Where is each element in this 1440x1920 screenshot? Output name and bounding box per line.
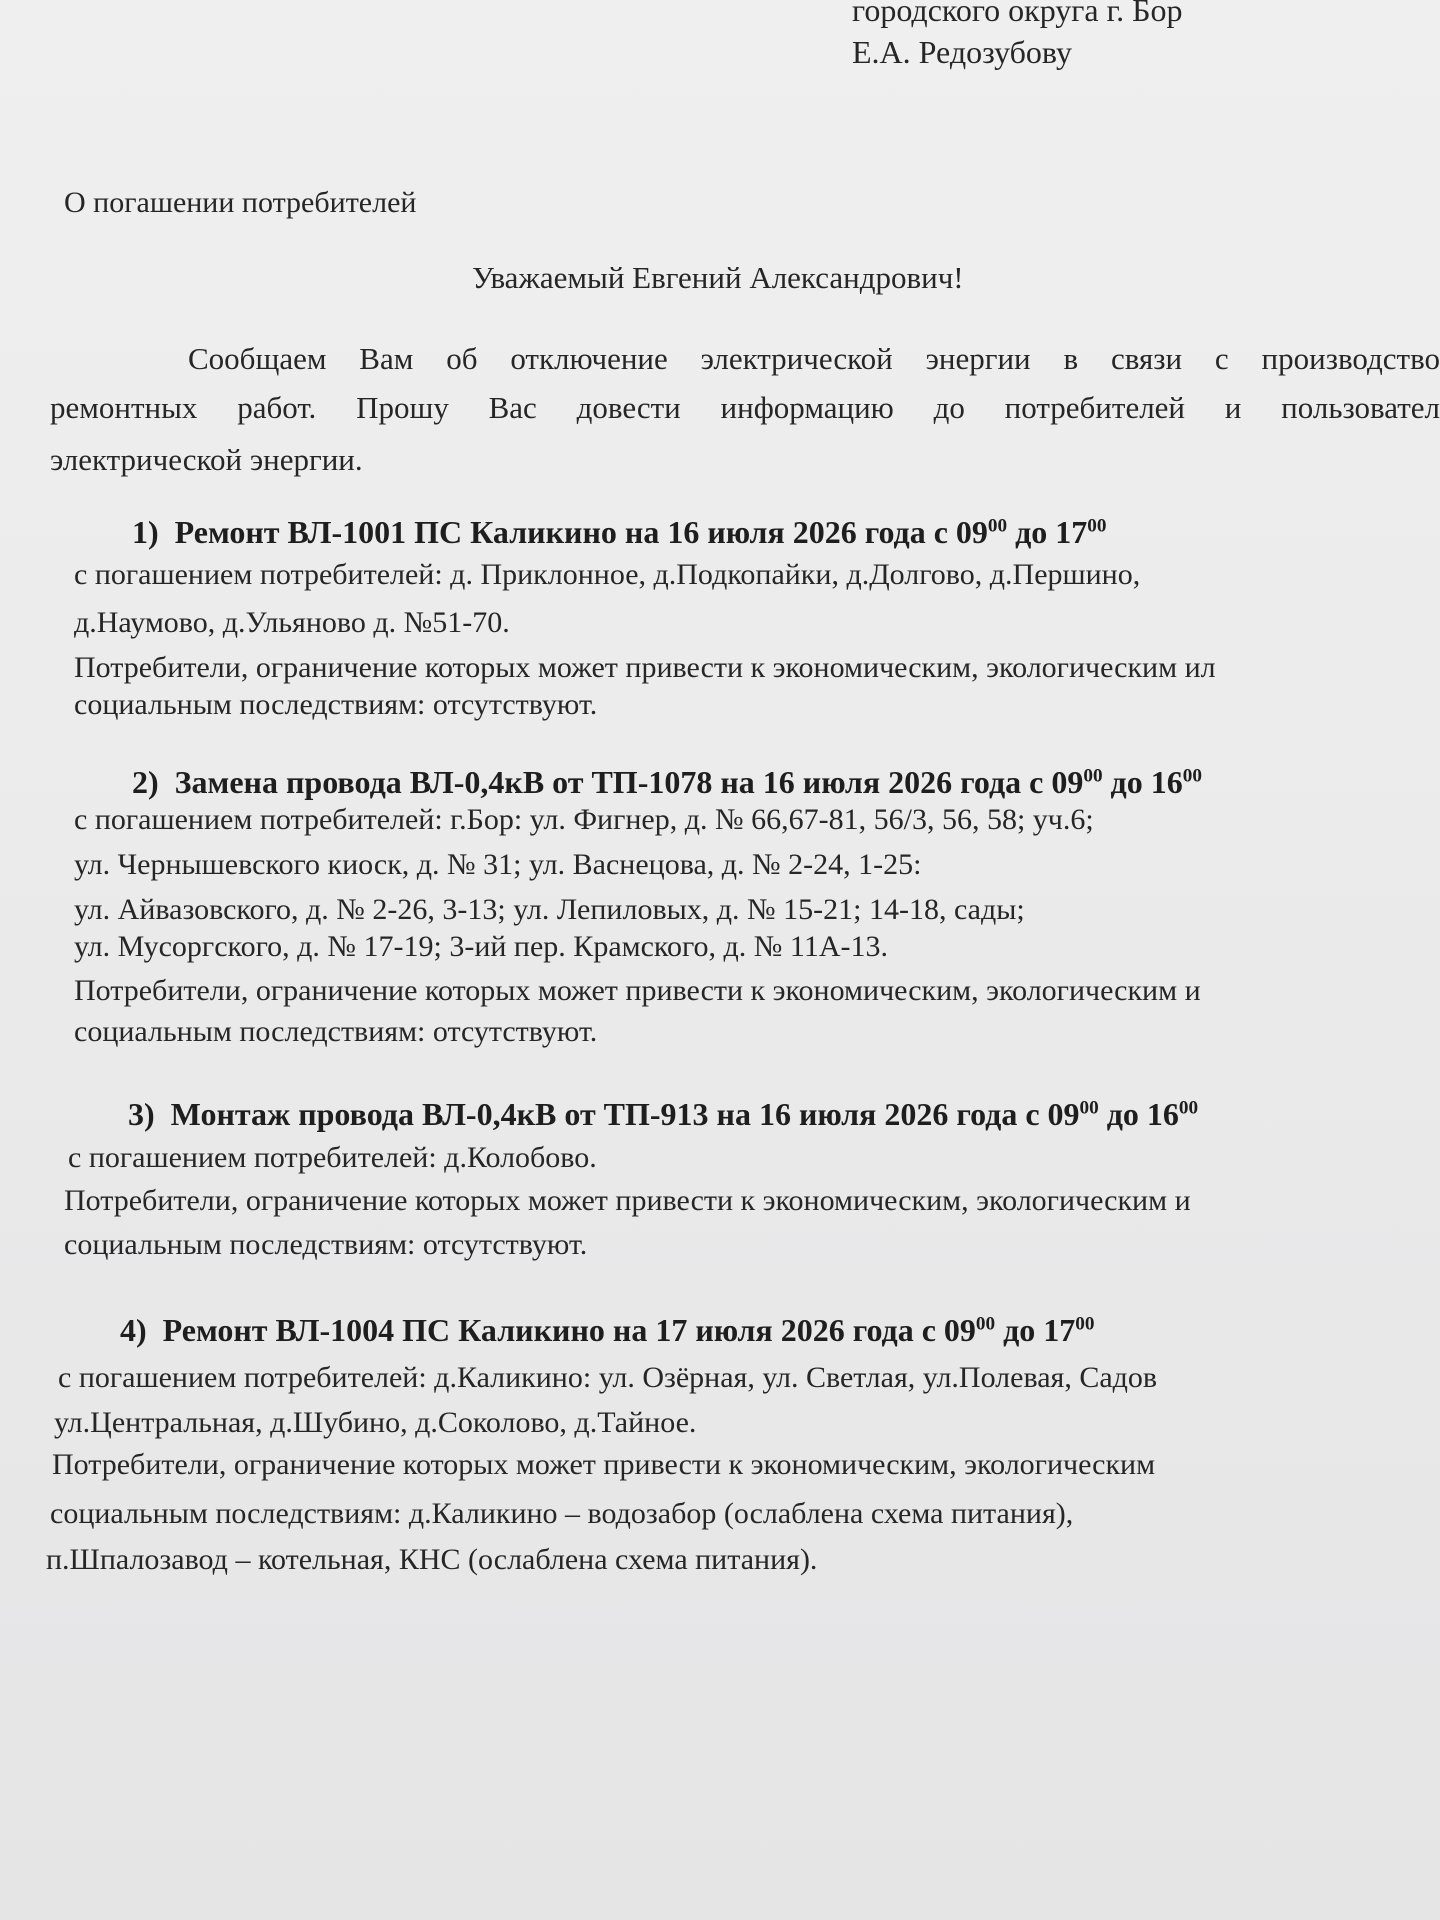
item-3-consumers-line-1: с погашением потребителей: д.Колобово.: [68, 1141, 597, 1174]
intro-line-2: ремонтных работ. Прошу Вас довести информацию до потребителей и пользовател: [50, 390, 1440, 425]
item-3-number: 3): [128, 1096, 155, 1132]
item-2-end-minutes: 00: [1182, 765, 1202, 787]
item-4-end-minutes: 00: [1075, 1313, 1095, 1335]
letter-subject: О погашении потребителей: [64, 186, 417, 219]
addressee-line-1: городского округа г. Бор: [852, 0, 1183, 28]
item-1-title: Ремонт ВЛ-1001 ПС Каликино на 16 июля 2026 года с 09: [174, 514, 988, 550]
item-2-consumers-line-3: ул. Айвазовского, д. № 2-26, 3-13; ул. Лепиловых, д. № 15-21; 14-18, сады;: [74, 893, 1025, 926]
item-1-consumers-line-1: с погашением потребителей: д. Приклонное, д.Подкопайки, д.Долгово, д.Першино,: [74, 558, 1141, 591]
addressee-line-2: Е.А. Редозубову: [852, 34, 1072, 70]
item-4-number: 4): [120, 1312, 147, 1348]
item-4-until: до 17: [995, 1312, 1076, 1348]
item-1-note-line-1: Потребители, ограничение которых может привести к экономическим, экологическим ил: [74, 651, 1216, 684]
item-2-start-minutes: 00: [1083, 765, 1103, 787]
item-2-until: до 16: [1102, 764, 1183, 800]
item-1-heading: [132, 516, 1106, 548]
item-4-note-line-3: п.Шпалозавод – котельная, КНС (ослаблена схема питания).: [46, 1543, 818, 1576]
item-1-consumers-line-2: д.Наумово, д.Ульяново д. №51-70.: [74, 606, 510, 639]
item-4-note-line-1: Потребители, ограничение которых может привести к экономическим, экологическим: [52, 1448, 1156, 1481]
item-4-note-line-2: социальным последствиям: д.Каликино – водозабор (ослаблена схема питания),: [50, 1497, 1074, 1530]
item-3-end-minutes: 00: [1178, 1097, 1199, 1119]
item-3-title: Монтаж провода ВЛ-0,4кВ от ТП-913 на 16 июля 2026 года с 09: [170, 1096, 1080, 1132]
item-4-heading: [120, 1314, 1094, 1346]
item-2-note-line-2: социальным последствиям: отсутствуют.: [74, 1015, 598, 1048]
item-3-start-minutes: 00: [1079, 1097, 1099, 1119]
greeting: Уважаемый Евгений Александрович!: [472, 260, 964, 295]
intro-line-1: Сообщаем Вам об отключение электрической энергии в связи с производство: [188, 341, 1440, 376]
item-2-note-line-1: Потребители, ограничение которых может привести к экономическим, экологическим и: [74, 974, 1201, 1007]
item-3-note-line-1: Потребители, ограничение которых может привести к экономическим, экологическим и: [64, 1184, 1191, 1217]
intro-line-3: электрической энергии.: [50, 442, 363, 477]
item-1-note-line-2: социальным последствиям: отсутствуют.: [74, 688, 598, 721]
item-4-title: Ремонт ВЛ-1004 ПС Каликино на 17 июля 2026 года с 09: [162, 1312, 976, 1348]
item-2-consumers-line-1: с погашением потребителей: г.Бор: ул. Фигнер, д. № 66,67-81, 56/3, 56, 58; уч.6;: [74, 803, 1094, 836]
item-2-number: 2): [132, 764, 159, 800]
item-4-consumers-line-1: с погашением потребителей: д.Каликино: ул. Озёрная, ул. Светлая, ул.Полевая, Садов: [58, 1361, 1158, 1394]
item-2-consumers-line-2: ул. Чернышевского киоск, д. № 31; ул. Васнецова, д. № 2-24, 1-25:: [74, 848, 922, 881]
item-4-consumers-line-2: ул.Центральная, д.Шубино, д.Соколово, д.Тайное.: [54, 1406, 697, 1439]
item-1-end-minutes: 00: [1087, 515, 1107, 537]
item-2-consumers-line-4: ул. Мусоргского, д. № 17-19; 3-ий пер. Крамского, д. № 11А-13.: [74, 930, 888, 963]
item-2-heading: [132, 766, 1202, 798]
item-3-note-line-2: социальным последствиям: отсутствуют.: [64, 1228, 588, 1261]
item-3-heading: [128, 1098, 1198, 1130]
item-1-number: 1): [132, 514, 159, 550]
item-3-until: до 16: [1098, 1096, 1179, 1132]
item-2-title: Замена провода ВЛ-0,4кВ от ТП-1078 на 16 июля 2026 года с 09: [174, 764, 1084, 800]
item-1-start-minutes: 00: [987, 515, 1008, 537]
item-1-until: до 17: [1007, 514, 1088, 550]
item-4-start-minutes: 00: [975, 1313, 996, 1335]
